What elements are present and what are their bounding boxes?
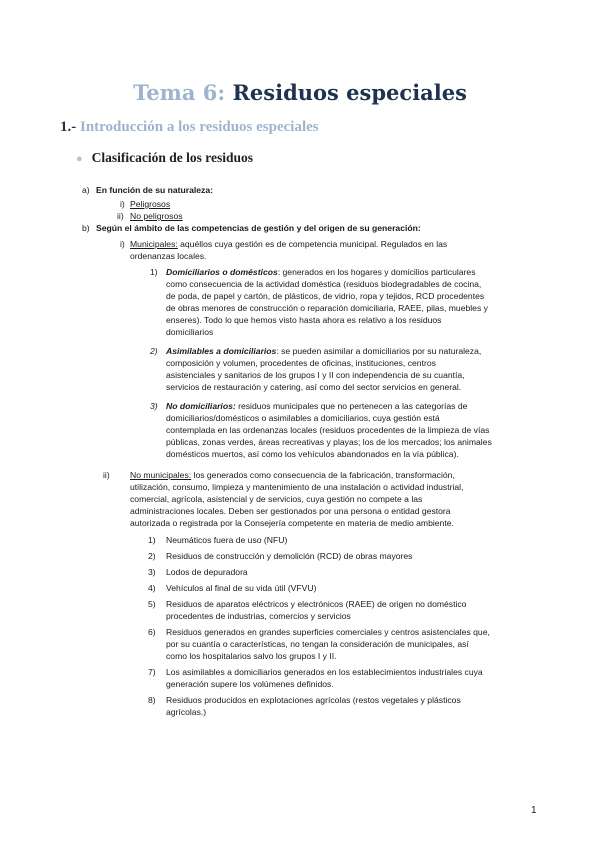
municipales-item-line: públicas, zonas verdes, áreas recreativas y playas; los de los mercados; los animales	[166, 437, 492, 447]
section-label: Introducción a los residuos especiales	[80, 119, 319, 135]
title-prefix: Tema 6:	[133, 80, 226, 105]
no-municipales-item-line: Neumáticos fuera de uso (NFU)	[166, 535, 288, 545]
municipales-item-line: de obras menores de construcción o reparación domiciliaria, RAEE, pilas, muebles y	[166, 303, 488, 313]
list-marker: 6)	[148, 627, 156, 637]
no-municipales-line: utilización, consumo, limpieza y mantenimiento de una instalación o actividad industrial,	[130, 482, 464, 492]
municipales-item-line: servicios de restauración y catering, así como del sector servicios en general.	[166, 382, 462, 392]
municipales-item-line: Asimilables a domiciliarios: se pueden asimilar a domiciliarios por su naturaleza,	[166, 346, 482, 356]
list-marker: i)	[120, 199, 125, 209]
list-marker: 2)	[148, 551, 156, 561]
list-marker: i)	[120, 239, 125, 249]
no-municipales-item-line: agrícolas.)	[166, 707, 207, 717]
list-a-item-no-peligrosos: No peligrosos	[130, 211, 183, 221]
list-b-label: Según el ámbito de las competencias de gestión y del origen de su generación:	[96, 223, 421, 233]
municipales-line: ordenanzas locales.	[130, 251, 207, 261]
bullet-icon: ●	[76, 153, 83, 165]
municipales-item-line: No domiciliarios: residuos municipales que no pertenecen a las categorías de	[166, 401, 468, 411]
municipales-label: Municipales:	[130, 239, 178, 249]
municipales-item-line: como consecuencia de la actividad doméstica (residuos biodegradables de cocina,	[166, 279, 482, 289]
no-municipales-item-line: por su cuantía o características, no tengan la consideración de municipales, así	[166, 639, 469, 649]
no-municipales-item-line: generación supere los volúmenes definidos.	[166, 679, 334, 689]
list-marker: 3)	[150, 401, 158, 411]
list-marker: 5)	[148, 599, 156, 609]
list-marker: b)	[82, 223, 90, 233]
municipales-item-line: contemplada en las ordenanzas locales (residuos procedentes de la limpieza de vías	[166, 425, 490, 435]
item-label: Domiciliarios o domésticos	[166, 267, 278, 277]
no-municipales-item-line: Residuos generados en grandes superficies comerciales y centros asistenciales que,	[166, 627, 490, 637]
no-municipales-label: No municipales:	[130, 470, 192, 480]
section-number: 1.-	[60, 119, 77, 135]
no-municipales-item-line: Vehículos al final de su vida útil (VFVU)	[166, 583, 317, 593]
list-marker: 1)	[150, 267, 158, 277]
list-marker: 4)	[148, 583, 156, 593]
list-a-label: En función de su naturaleza:	[96, 185, 213, 195]
municipales-item-line: asistenciales y sanitarios de los grupos I y II con independencia de su cuantía,	[166, 370, 465, 380]
list-marker: ii)	[117, 211, 124, 221]
section-heading	[60, 119, 319, 136]
municipales-item-line: enseres). Todo lo que hemos visto hasta ahora es relativo a los residuos	[166, 315, 442, 325]
list-marker: 8)	[148, 695, 156, 705]
municipales-item-line: de poda, de papel y cartón, de plásticos, de vidrio, ropa y tejidos, RCD procedentes	[166, 291, 485, 301]
subsection-label: Clasificación de los residuos	[91, 150, 254, 165]
no-municipales-item-line: Residuos de aparatos eléctricos y electrónicos (RAEE) de origen no doméstico	[166, 599, 467, 609]
list-marker: 1)	[148, 535, 156, 545]
no-municipales-item-line: Residuos producidos en explotaciones agrícolas (restos vegetales y plásticos	[166, 695, 461, 705]
municipales-item-line: composición y volumen, procedentes de oficinas, instituciones, centros	[166, 358, 436, 368]
item-label: Asimilables a domiciliarios	[166, 346, 277, 356]
no-municipales-item-line: procedentes de industrias, comercios y servicios	[166, 611, 351, 621]
page-title	[0, 80, 600, 105]
list-marker: a)	[82, 185, 90, 195]
no-municipales-item-line: como los hospitalarios salvo los grupos I y II.	[166, 651, 337, 661]
municipales-line: Municipales: aquéllos cuya gestión es de competencia municipal. Regulados en las	[130, 239, 448, 249]
no-municipales-item-line: Residuos de construcción y demolición (RCD) de obras mayores	[166, 551, 413, 561]
no-municipales-line: autorizada o registrada por la Consejería competente en materia de medio ambiente.	[130, 518, 454, 528]
municipales-item-line: domiciliarios	[166, 327, 214, 337]
no-municipales-item-line: Lodos de depuradora	[166, 567, 248, 577]
list-a-item-peligrosos: Peligrosos	[130, 199, 171, 209]
municipales-item-line: domiciliarios/domésticos o asimilables a domiciliarios, cuya gestión está	[166, 413, 440, 423]
item-label: No domiciliarios:	[166, 401, 236, 411]
no-municipales-line: administraciones locales. Deben ser gestionados por una persona o entidad gestora	[130, 506, 451, 516]
no-municipales-line: No municipales: los generados como consecuencia de la fabricación, transformación,	[130, 470, 455, 480]
subsection-heading	[76, 150, 253, 166]
municipales-item-line: domésticos muertos, así como los vehículos abandonados en la vía pública).	[166, 449, 459, 459]
page-number: 1	[531, 805, 537, 816]
municipales-item-line: Domiciliarios o domésticos: generados en los hogares y domicilios particulares	[166, 267, 476, 277]
list-marker: 7)	[148, 667, 156, 677]
title-main: Residuos especiales	[232, 80, 467, 105]
list-marker: 3)	[148, 567, 156, 577]
no-municipales-line: comercial, agrícola, asistencial y de servicios, cuya gestión no compete a las	[130, 494, 423, 504]
list-marker: ii)	[103, 470, 110, 480]
list-marker: 2)	[150, 346, 158, 356]
no-municipales-item-line: Los asimilables a domiciliarios generados en los establecimientos industriales cuya	[166, 667, 483, 677]
